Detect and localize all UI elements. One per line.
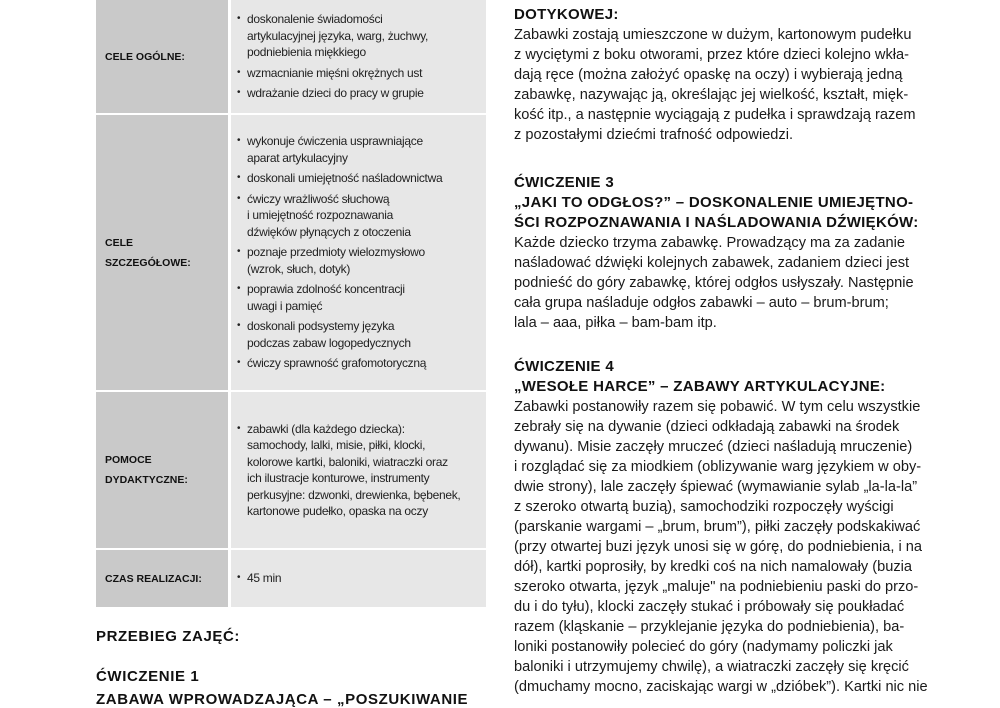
exercise-text-line: Zabawki zostają umieszczone w dużym, kartonowym pudełku [514, 27, 912, 43]
exercise-text-line: Zabawki postanowiły razem się pobawić. W tym celu wszystkie [514, 399, 921, 415]
exercise-text-line: du i do tyłu), klocki zaczęły stukać i próbowały się poukładać [514, 599, 905, 615]
bullet-item-line: perkusyjne: dzwonki, drewienka, bębenek, [247, 487, 461, 502]
row-content [231, 550, 486, 607]
bullet-item [237, 244, 486, 277]
bullet-item-line: podczas zabaw logopedycznych [247, 335, 411, 350]
bullet-item [237, 85, 486, 102]
exercise-heading: DOTYKOWEJ: [514, 6, 619, 23]
bullet-icon: • [237, 422, 241, 434]
exercise-text-line: z pozostałymi dziećmi trafność odpowiedzi. [514, 127, 794, 143]
exercise-1-subtitle: ZABAWA WPROWADZAJĄCA – „POSZUKIWANIE [96, 691, 469, 708]
exercise-text-line: lala – aaa, piłka – bam-bam itp. [514, 315, 717, 331]
exercise-text-line: dają ręce (można założyć opaskę na oczy) i wybierają jedną [514, 67, 903, 83]
exercise-1-title: ĆWICZENIE 1 [96, 668, 200, 685]
bullet-icon: • [237, 357, 241, 369]
row-label-line: POMOCE [105, 454, 152, 466]
exercise-text-line: i rozglądać się za miodkiem (oblizywanie warg językiem w oby- [514, 459, 922, 475]
exercise-text-line: dół), kartki poprosiły, by kredki coś na nich namalowały (buzia [514, 559, 912, 575]
bullet-icon: • [237, 13, 241, 25]
row-label-line: DYDAKTYCZNE: [105, 474, 188, 486]
bullet-icon: • [237, 572, 241, 584]
bullet-icon: • [237, 246, 241, 258]
exercise-text-line: szeroko otwarta, język „maluje" na podniebieniu paski do przo- [514, 579, 919, 595]
bullet-item-line: doskonali umiejętność naśladownictwa [247, 171, 443, 186]
bullet-item [237, 65, 486, 82]
bullet-icon: • [237, 283, 241, 295]
bullet-item-line: samochody, lalki, misie, piłki, klocki, [247, 438, 426, 452]
bullet-item [237, 170, 486, 187]
row-label-line: CZAS REALIZACJI: [105, 572, 202, 585]
exercise-text-line: z wyciętymi z boku otworami, przez które dzieci kolejno wkła- [514, 47, 909, 63]
row-label [96, 392, 228, 548]
exercise-text-line: kość itp., a następnie wyciągają z pudełka i sprawdzają razem [514, 107, 916, 123]
row-label-line: SZCZEGÓŁOWE: [105, 256, 191, 269]
bullet-item [237, 355, 486, 372]
bullet-icon: • [237, 320, 241, 332]
bullet-item [237, 281, 486, 314]
row-label [96, 115, 228, 390]
bullet-item-line: ich ilustracje konturowe, instrumenty [247, 471, 430, 485]
bullet-item-line: poznaje przedmioty wielozmysłowo [247, 245, 425, 260]
row-label-line: CELE OGÓLNE: [105, 50, 185, 63]
bullet-item-line: kolorowe kartki, baloniki, wiatraczki oraz [247, 454, 448, 469]
exercise-text-line: (parskanie wargami – „brum, brum”), piłki zaczęły podskakiwać [514, 519, 921, 535]
bullet-item [237, 421, 486, 520]
bullet-icon: • [237, 135, 241, 147]
exercise-heading: „JAKI TO ODGŁOS?” – DOSKONALENIE UMIEJĘTNO- [514, 194, 914, 211]
exercise-text-line: razem (kląskanie – przyklejanie języka do podniebienia), ba- [514, 619, 905, 635]
exercise-text-line: dwie strony), lale zaczęły śpiewać (wymawianie sylab „la-la-la” [514, 479, 918, 495]
row-content [231, 0, 486, 113]
exercise-text-line: naśladować dźwięki kolejnych zabawek, zadaniem dzieci jest [514, 255, 910, 271]
bullet-item [237, 133, 486, 166]
exercise-heading: ĆWICZENIE 3 [514, 174, 614, 191]
bullet-item-line: dźwięków płynących z otoczenia [247, 224, 411, 239]
bullet-item-line: wykonuje ćwiczenia usprawniające [247, 134, 423, 149]
bullet-item-line: artykulacyjnej języka, warg, żuchwy, [247, 28, 429, 43]
exercise-text-line: dywanu). Misie zaczęły mruczeć (dzieci naśladują mruczenie) [514, 439, 913, 455]
bullet-item-line: poprawia zdolność koncentracji [247, 282, 405, 297]
bullet-item-line: kartonowe pudełko, opaska na oczy [247, 504, 428, 518]
exercise-text-line: (dmuchamy mocno, zaciskając wargi w „dzióbek”). Kartki nic nie [514, 679, 928, 695]
bullet-item-line: wzmacnianie mięśni okrężnych ust [247, 65, 423, 80]
bullet-item [237, 191, 486, 241]
table-row [96, 0, 486, 113]
bullet-item [237, 11, 486, 61]
exercise-section [514, 173, 919, 333]
bullet-item-line: ćwiczy wrażliwość słuchową [247, 191, 390, 206]
row-content [231, 115, 486, 390]
bullet-item-line: podniebienia miękkiego [247, 45, 366, 60]
bullet-item-line: doskonali podsystemy języka [247, 319, 395, 334]
bullet-item-line: uwagi i pamięć [247, 298, 323, 313]
exercise-text-line: cała grupa naśladuje odgłos zabawki – auto – brum-brum; [514, 295, 889, 311]
exercise-text-line: loniki postanowiły polecieć do góry (nadymamy policzki jak [514, 639, 893, 655]
exercise-text-line: baloniki i utrzymujemy chwilę), a wiatraczki zaczęły się kręcić [514, 659, 909, 675]
table-row [96, 550, 486, 607]
bullet-icon: • [237, 192, 241, 204]
section-heading-przebieg: PRZEBIEG ZAJĘĆ: [96, 628, 241, 645]
exercise-text-line: Każde dziecko trzyma zabawkę. Prowadzący ma za zadanie [514, 235, 905, 251]
row-label-line: CELE [105, 236, 134, 249]
bullet-item-line: ćwiczy sprawność grafomotoryczną [247, 356, 427, 371]
bullet-icon: • [237, 172, 241, 184]
bullet-item [237, 318, 486, 351]
exercise-section [514, 357, 928, 697]
bullet-item-line: i umiejętność rozpoznawania [247, 208, 393, 223]
bullet-item-line: (wzrok, słuch, dotyk) [247, 261, 351, 276]
exercise-heading: „WESOŁE HARCE” – ZABAWY ARTYKULACYJNE: [514, 378, 886, 395]
exercise-heading: ŚCI ROZPOZNAWANIA I NAŚLADOWANIA DŹWIĘKÓW: [514, 214, 919, 231]
exercise-text-line: z szeroko otwartą buzią), samochodziki rozpoczęły wyścigi [514, 499, 894, 515]
exercise-text-line: (przy otwartej buzi język unosi się w górę, do podniebienia, i na [514, 539, 923, 555]
bullet-item-line: doskonalenie świadomości [247, 12, 383, 27]
row-label [96, 0, 228, 113]
exercise-text-line: zebrały się na dywanie (dzieci odkładają zabawki na środek [514, 419, 900, 435]
exercise-section [514, 5, 916, 145]
bullet-item-line: 45 min [247, 571, 282, 586]
row-label [96, 550, 228, 607]
bullet-icon: • [237, 66, 241, 78]
exercise-heading: ĆWICZENIE 4 [514, 358, 614, 375]
exercise-text-line: zabawkę, nazywając ją, określając jej wielkość, kształt, mięk- [514, 87, 909, 103]
bullet-item [237, 570, 486, 587]
exercise-text-line: podnieść do góry zabawkę, której odgłos usłyszały. Następnie [514, 275, 914, 291]
bullet-item-line: aparat artykulacyjny [247, 150, 348, 165]
table-row [96, 392, 486, 548]
bullet-item-line: zabawki (dla każdego dziecka): [247, 421, 405, 436]
bullet-item-line: wdrażanie dzieci do pracy w grupie [247, 86, 424, 101]
table-row [96, 115, 486, 390]
bullet-icon: • [237, 87, 241, 99]
row-content [231, 392, 486, 548]
